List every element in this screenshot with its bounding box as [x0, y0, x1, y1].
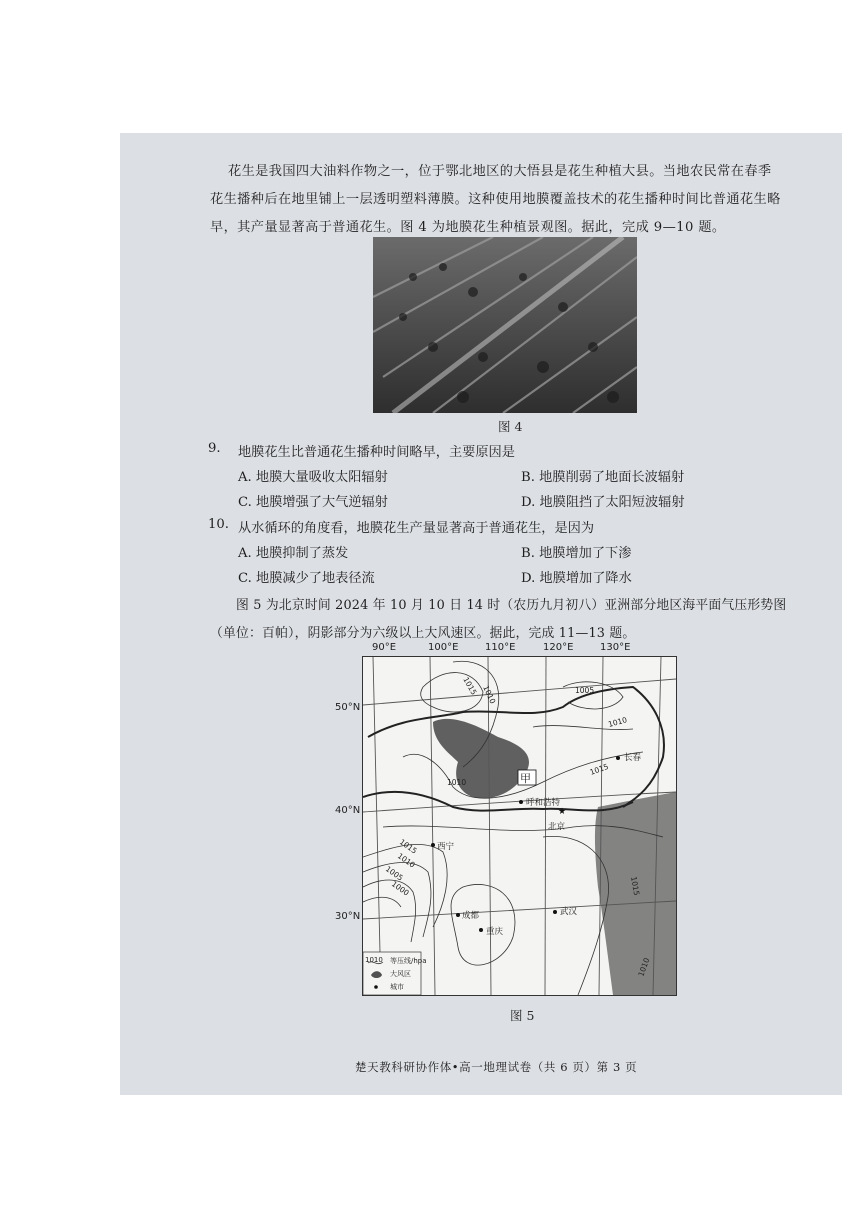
city-dot: [519, 800, 523, 804]
city-dot: [456, 913, 460, 917]
city-label-changchun: 长春: [624, 753, 642, 763]
city-label-chengdu: 成都: [462, 911, 480, 921]
peanut-field-image: [373, 237, 637, 413]
question-9-text: 地膜花生比普通花生播种时间略早，主要原因是: [238, 445, 515, 460]
question-10-text: 从水循环的角度看，地膜花生产量显著高于普通花生，是因为: [238, 521, 595, 536]
isobar-label: 1010: [447, 778, 467, 787]
lon-label-100: 100°E: [428, 642, 459, 653]
intro2-line-1: 图 5 为北京时间 2024 年 10 月 10 日 14 时（农历九月初八）亚洲部分地区海平面气压形势图: [236, 598, 787, 613]
isobar-label: 1005: [383, 864, 405, 883]
isobar-label: 1000: [389, 879, 411, 898]
lon-label-120: 120°E: [543, 642, 574, 653]
city-legend-icon: [374, 985, 378, 989]
lat-label-40: 40°N: [335, 805, 361, 816]
isobar-label: 1015: [461, 675, 479, 697]
q10-option-c[interactable]: C. 地膜减少了地表径流: [238, 571, 375, 586]
pressure-map: [362, 656, 677, 996]
q10-option-d[interactable]: D. 地膜增加了降水: [521, 571, 632, 586]
intro-line-1: 花生是我国四大油料作物之一，位于鄂北地区的大悟县是花生种植大县。当地农民常在春季: [228, 164, 772, 179]
legend-isobar-label: 等压线/hpa: [390, 957, 427, 965]
figure-5-caption: 图 5: [510, 1008, 535, 1023]
lat-label-50: 50°N: [335, 702, 361, 713]
isobar-label: 1010: [395, 851, 417, 870]
city-dot: [616, 756, 620, 760]
lon-label-130: 130°E: [600, 642, 631, 653]
city-label-chongqing: 重庆: [486, 927, 504, 937]
intro2-paragraph: [210, 592, 810, 648]
q9-option-c[interactable]: C. 地膜增强了大气逆辐射: [238, 495, 388, 510]
question-10-number: 10.: [208, 517, 229, 532]
figure-4-photo: [373, 237, 637, 413]
lon-label-90: 90°E: [372, 642, 397, 653]
page-footer: 楚天教科研协作体•高一地理试卷（共 6 页）第 3 页: [355, 1060, 638, 1074]
intro2-line-2: （单位：百帕），阴影部分为六级以上大风速区。据此，完成 11—13 题。: [210, 626, 636, 641]
isobar-label: 1015: [588, 761, 610, 777]
intro-line-3: 早，其产量显著高于普通花生。图 4 为地膜花生种植景观图。据此，完成 9—10 题。: [210, 220, 726, 235]
isobar-label: 1015: [397, 837, 419, 856]
lat-label-30: 30°N: [335, 911, 361, 922]
legend-isobar-sample: 1010: [365, 956, 383, 964]
isobar-label: 1015: [629, 875, 642, 897]
figure-4-caption: 图 4: [498, 419, 523, 434]
intro-paragraph: [210, 158, 810, 242]
city-label-wuhan: 武汉: [560, 907, 578, 917]
isobar-label: 1010: [607, 715, 628, 729]
city-label-beijing: 北京: [548, 822, 566, 832]
question-9-number: 9.: [208, 441, 221, 456]
pressure-map-svg: [363, 657, 676, 995]
point-jia-label: 甲: [520, 772, 531, 785]
city-label-xining: 西宁: [437, 842, 455, 852]
isobar-label: 1010: [636, 956, 652, 978]
q9-option-b[interactable]: B. 地膜削弱了地面长波辐射: [521, 470, 685, 485]
legend-city-label: 城市: [390, 983, 404, 991]
intro-line-2: 花生播种后在地里铺上一层透明塑料薄膜。这种使用地膜覆盖技术的花生播种时间比普通花生略: [210, 192, 781, 207]
city-dot: [553, 910, 557, 914]
q10-option-a[interactable]: A. 地膜抑制了蒸发: [238, 546, 349, 561]
city-dot: [431, 843, 435, 847]
city-dot: [479, 928, 483, 932]
q9-option-d[interactable]: D. 地膜阻挡了太阳短波辐射: [521, 495, 685, 510]
lon-label-110: 110°E: [485, 642, 516, 653]
legend-gale-label: 大风区: [390, 970, 411, 978]
q9-option-a[interactable]: A. 地膜大量吸收太阳辐射: [238, 470, 388, 485]
q10-option-b[interactable]: B. 地膜增加了下渗: [521, 546, 632, 561]
star-icon: ★: [558, 807, 567, 817]
city-label-hohhot: 呼和浩特: [526, 798, 561, 808]
isobar-label: 1010: [481, 684, 498, 706]
isobar-label: 1005: [575, 686, 595, 695]
